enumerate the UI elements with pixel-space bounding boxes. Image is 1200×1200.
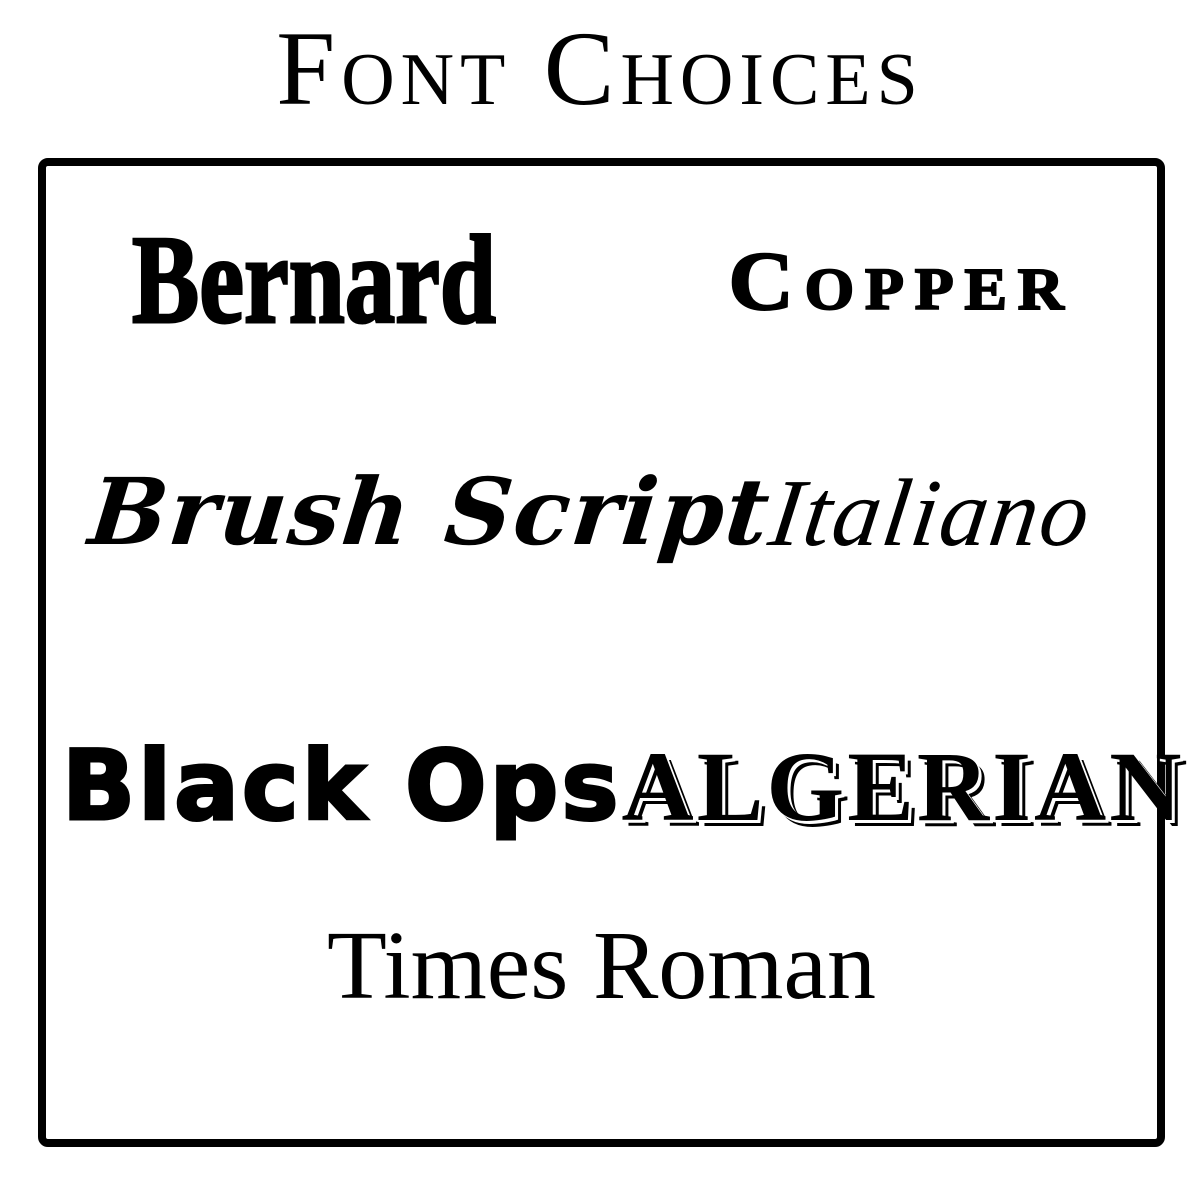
- font-sample-algerian: ALGERIAN: [621, 730, 1185, 842]
- font-samples-frame: [38, 158, 1185, 1147]
- font-sample-black-ops: Black Ops: [62, 730, 622, 842]
- font-sample-brush-script: Brush Script: [84, 458, 777, 566]
- font-sample-copper: Copper: [728, 234, 1075, 328]
- samples-row-2: [46, 412, 1157, 612]
- font-sample-italiano: Italiano: [763, 458, 1099, 566]
- samples-row-4: [46, 866, 1157, 1066]
- font-sample-bernard: Bernard: [132, 211, 496, 350]
- page-title: Font Choices: [276, 10, 924, 127]
- font-sample-times-roman: Times Roman: [326, 912, 877, 1020]
- samples-row-1: [46, 196, 1157, 366]
- samples-row-3: [46, 686, 1185, 886]
